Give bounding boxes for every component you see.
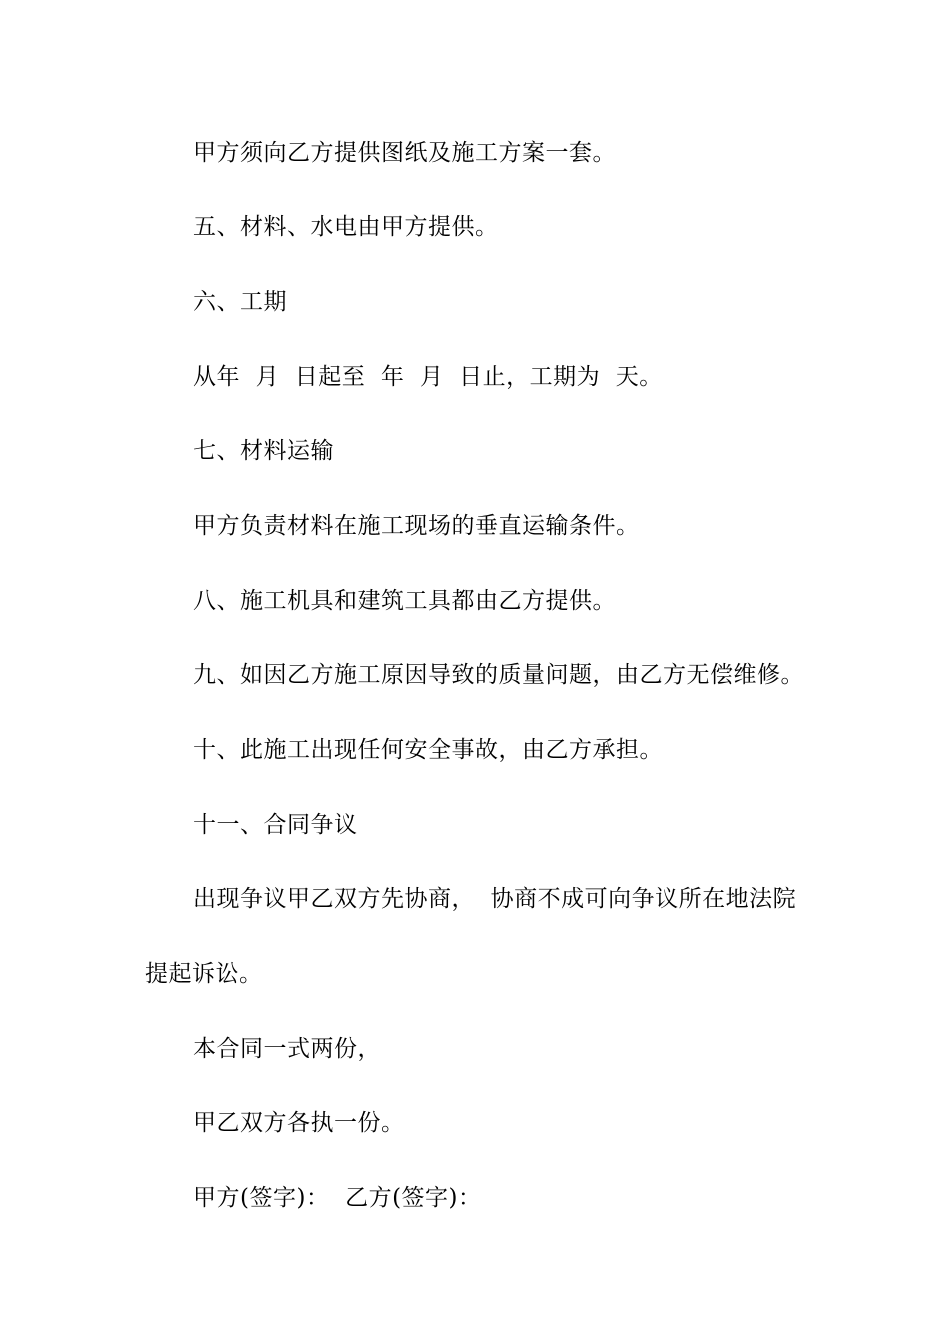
clause-9-quality: 九、如因乙方施工原因导致的质量问题，由乙方无偿维修。 bbox=[193, 662, 804, 688]
signature-line: 甲方(签字)： 乙方(签字)： bbox=[193, 1185, 482, 1211]
clause-5-materials: 五、材料、水电由甲方提供。 bbox=[193, 214, 499, 240]
clause-6-heading: 六、工期 bbox=[193, 289, 287, 315]
clause-7-heading: 七、材料运输 bbox=[193, 438, 334, 464]
paragraph-drawings-provision: 甲方须向乙方提供图纸及施工方案一套。 bbox=[193, 140, 616, 166]
paragraph-schedule-dates: 从年 月 日起至 年 月 日止，工期为 天。 bbox=[193, 364, 663, 390]
paragraph-dispute-continued: 提起诉讼。 bbox=[145, 961, 263, 987]
clause-11-heading: 十一、合同争议 bbox=[193, 812, 358, 838]
paragraph-each-party: 甲乙双方各执一份。 bbox=[193, 1110, 405, 1136]
paragraph-transport: 甲方负责材料在施工现场的垂直运输条件。 bbox=[193, 513, 640, 539]
clause-10-safety: 十、此施工出现任何安全事故，由乙方承担。 bbox=[193, 737, 663, 763]
paragraph-copies: 本合同一式两份， bbox=[193, 1036, 381, 1062]
clause-8-tools: 八、施工机具和建筑工具都由乙方提供。 bbox=[193, 588, 616, 614]
paragraph-dispute: 出现争议甲乙双方先协商， 协商不成可向争议所在地法院 bbox=[193, 886, 797, 912]
